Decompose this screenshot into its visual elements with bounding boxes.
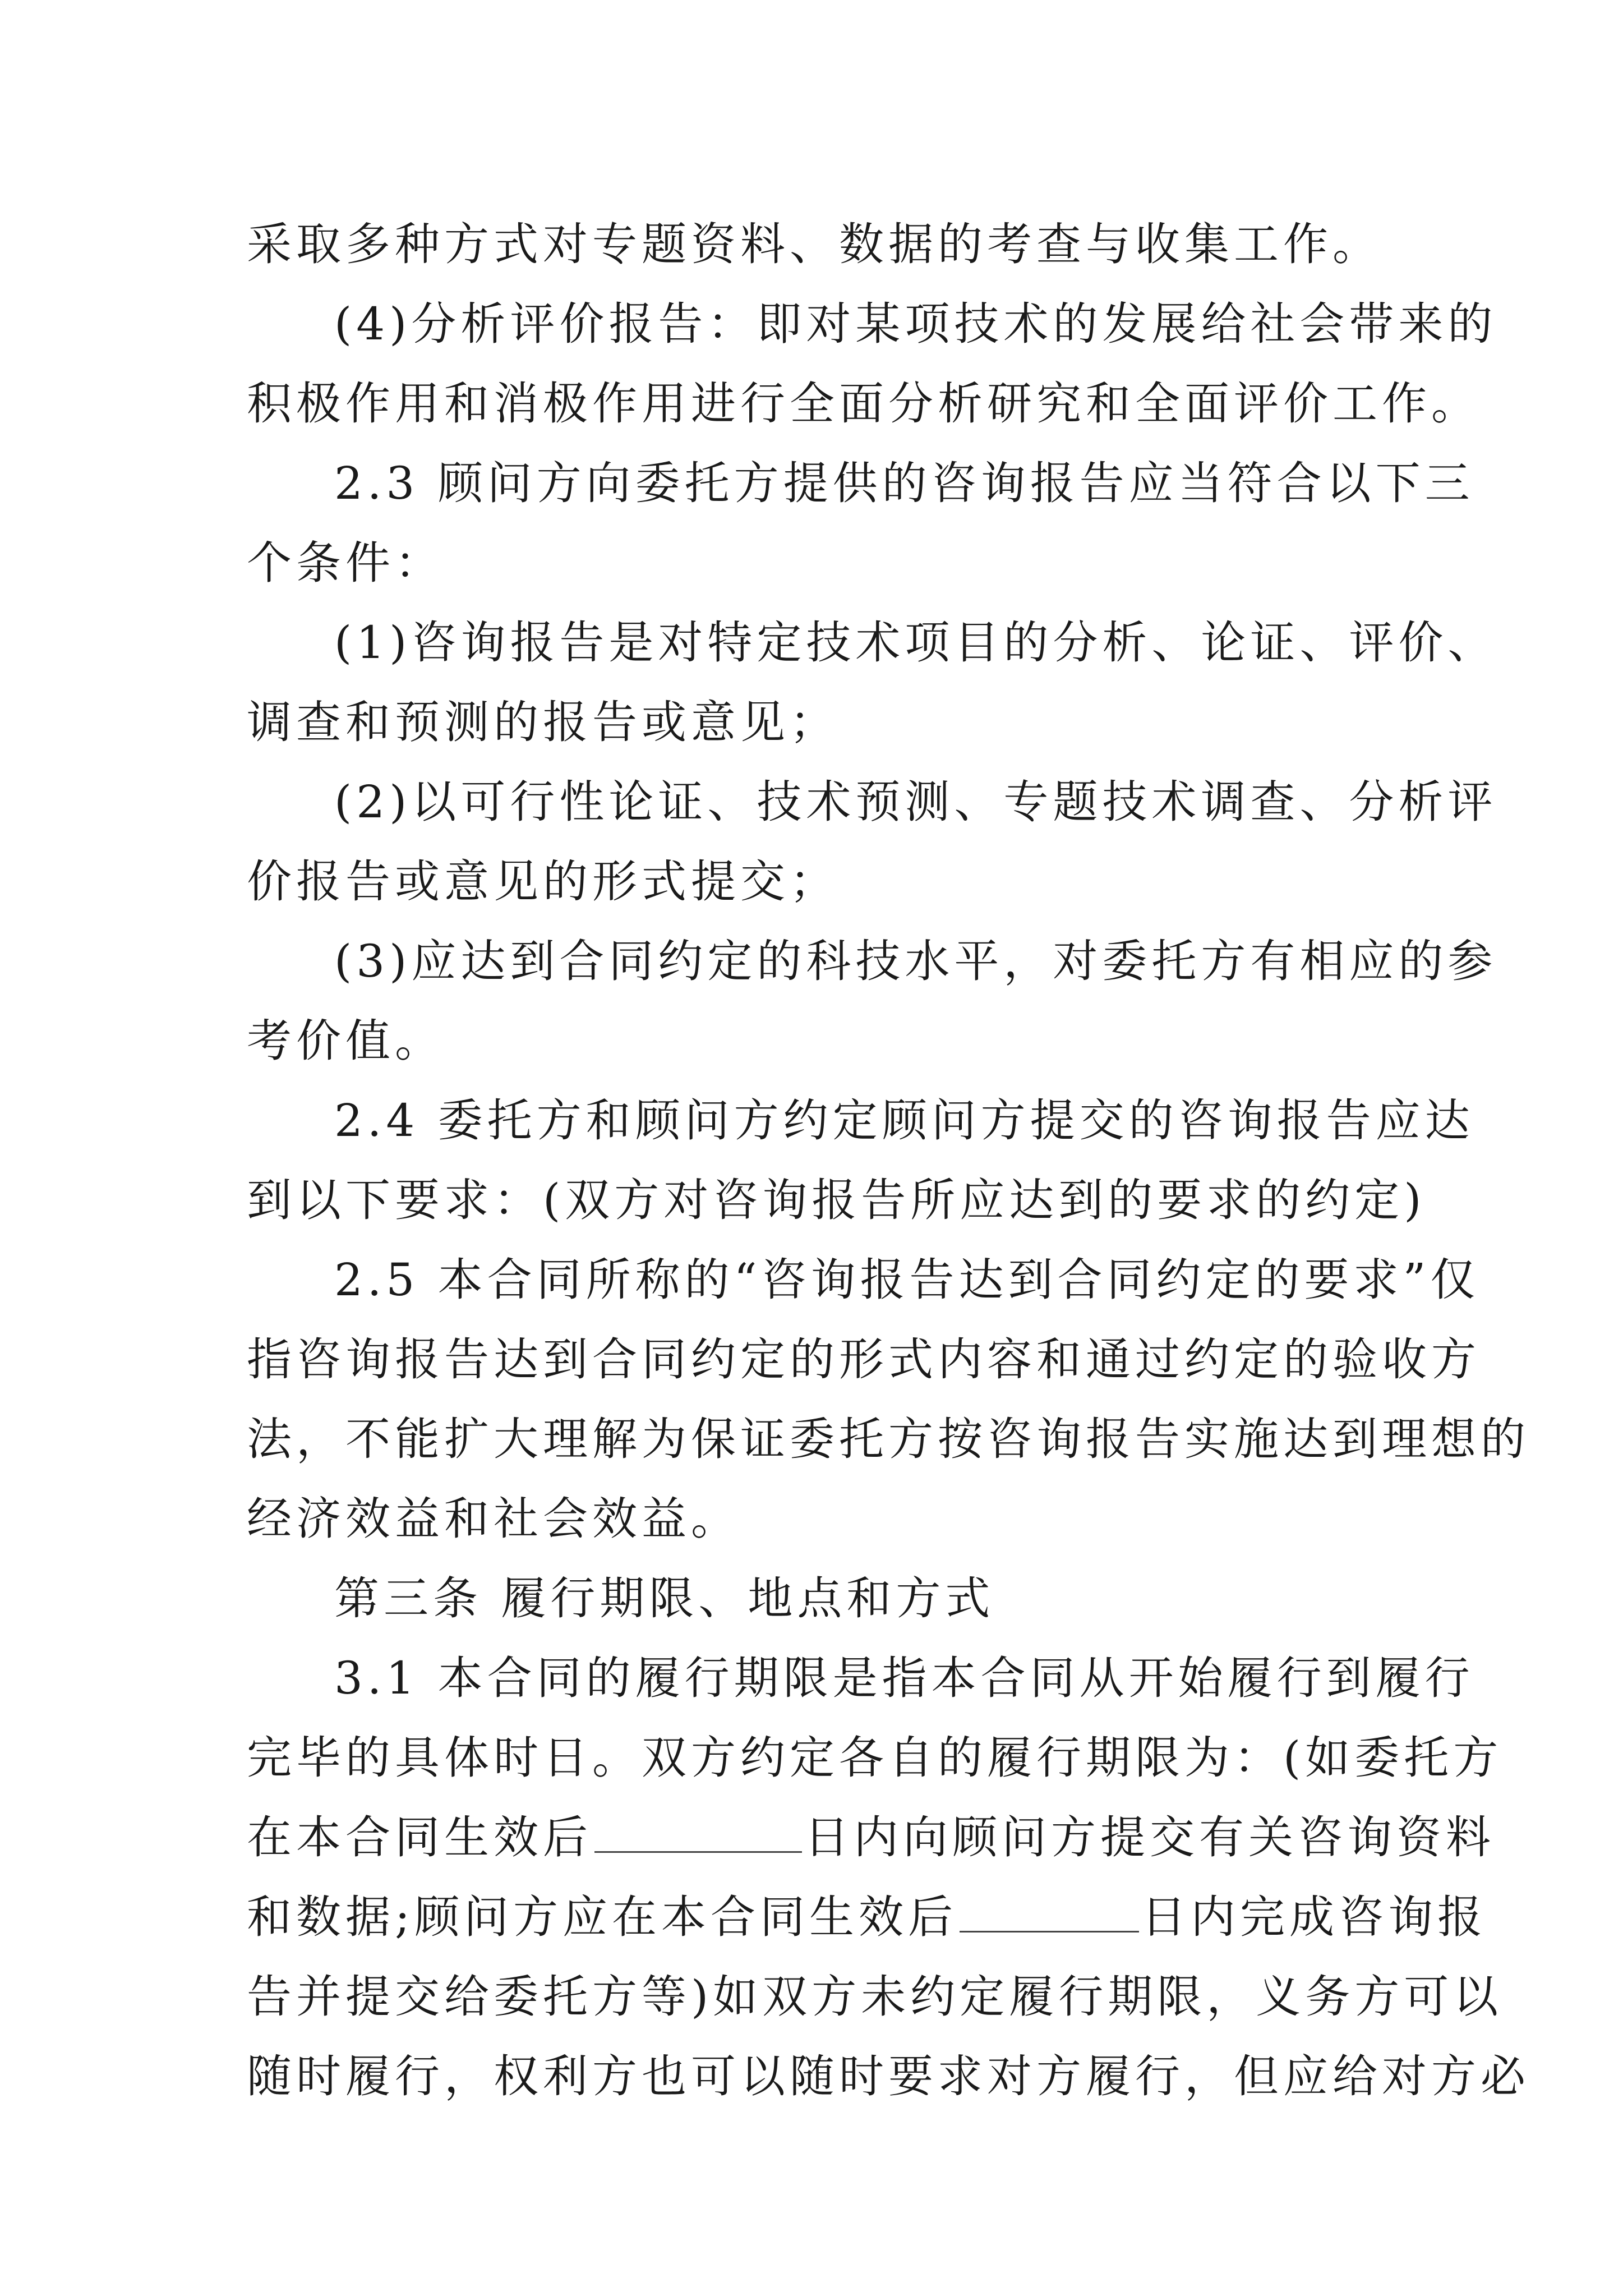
text-segment: 日内向顾问方提交有关咨询资料 [804,1811,1495,1864]
text-line: 2.4 委托方和顾问方约定顾问方提交的咨询报告应达 [334,1094,1474,1147]
section-heading: 第三条 履行期限、地点和方式 [334,1572,995,1625]
text-line: 法，不能扩大理解为保证委托方按咨询报告实施达到理想的 [247,1413,1530,1465]
text-line: 指咨询报告达到合同约定的形式内容和通过约定的验收方 [247,1333,1481,1386]
text-segment: 日内完成咨询报 [1141,1891,1487,1943]
text-segment: 在本合同生效后 [247,1811,592,1864]
text-line: 考价值。 [247,1015,444,1067]
text-line: 3.1 本合同的履行期限是指本合同从开始履行到履行 [334,1652,1474,1704]
document-page [247,205,1530,2116]
text-line: 2.3 顾问方向委托方提供的咨询报告应当符合以下三 [334,457,1474,509]
fill-in-blank[interactable] [594,1814,802,1853]
text-line: 个条件： [247,537,444,589]
text-line: 经济效益和社会效益。 [247,1493,740,1545]
text-line: 调查和预测的报告或意见； [247,696,839,748]
text-line: 随时履行，权利方也可以随时要求对方履行，但应给对方必 [247,2050,1530,2102]
text-line: 2.5 本合同所称的“咨询报告达到合同约定的要求”仅 [334,1254,1480,1306]
text-line: (4)分析评价报告：即对某项技术的发展给社会带来的 [334,298,1497,350]
text-line: (3)应达到合同约定的科技水平，对委托方有相应的参 [334,935,1497,987]
text-segment: 和数据;顾问方应在本合同生效后 [247,1891,957,1943]
text-line: 告并提交给委托方等)如双方未约定履行期限，义务方可以 [247,1971,1503,2023]
fill-in-blank[interactable] [960,1894,1139,1932]
text-line-with-blank [247,1878,1487,1957]
text-line: (2)以可行性论证、技术预测、专题技术调查、分析评 [334,776,1497,828]
text-line: 完毕的具体时日。双方约定各自的履行期限为：(如委托方 [247,1732,1503,1784]
text-line: 价报告或意见的形式提交； [247,855,839,908]
text-line: 积极作用和消极作用进行全面分析研究和全面评价工作。 [247,378,1481,430]
text-line: (1)咨询报告是对特定技术项目的分析、论证、评价、 [334,616,1497,669]
text-line: 采取多种方式对专题资料、数据的考查与收集工作。 [247,218,1382,270]
text-line: 到以下要求：(双方对咨询报告所应达到的要求的约定) [247,1174,1426,1226]
text-line-with-blank [247,1798,1495,1878]
